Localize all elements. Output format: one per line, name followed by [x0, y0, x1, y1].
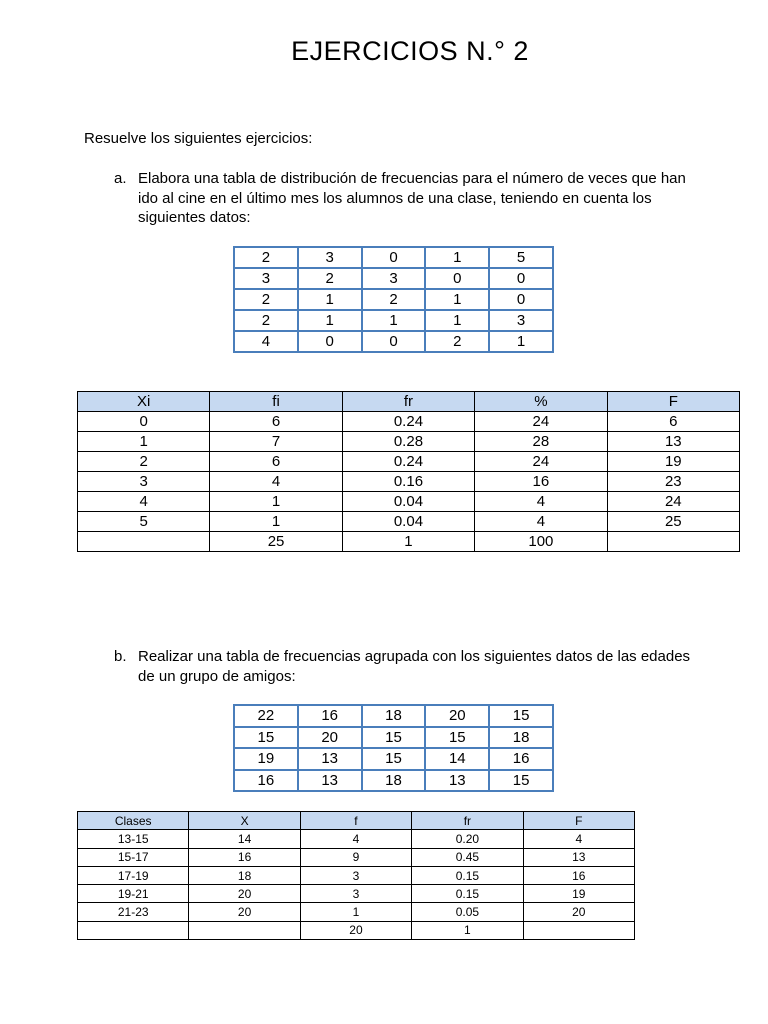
table-row [78, 903, 635, 921]
table-row [78, 532, 740, 552]
table-cell: 15 [362, 727, 426, 749]
table-cell: 0 [489, 268, 553, 289]
table-cell: 2 [234, 247, 298, 268]
table-cell: 28 [475, 432, 607, 452]
table-cell: 4 [523, 830, 634, 848]
table-cell: 24 [475, 452, 607, 472]
exercise-b-marker: b. [114, 648, 127, 665]
table-cell: 4 [475, 512, 607, 532]
table-cell: 18 [489, 727, 553, 749]
table-cell: 1 [342, 532, 474, 552]
table-cell: 16 [189, 848, 300, 866]
column-header: fi [210, 392, 342, 412]
table-cell: 0.15 [412, 885, 523, 903]
table-cell: 9 [300, 848, 411, 866]
raw-data-table-a [233, 246, 554, 353]
table-row [234, 268, 553, 289]
table-row [234, 289, 553, 310]
table-cell: 20 [425, 705, 489, 727]
table-cell: 1 [298, 310, 362, 331]
table-cell: 15-17 [78, 848, 189, 866]
table-cell: 4 [300, 830, 411, 848]
table-cell: 100 [475, 532, 607, 552]
table-row [78, 921, 635, 939]
table-cell: 1 [412, 921, 523, 939]
table-cell: 0 [298, 331, 362, 352]
table-row [234, 310, 553, 331]
table-cell: 15 [234, 727, 298, 749]
table-cell: 4 [234, 331, 298, 352]
table-row [234, 770, 553, 792]
table-cell: 21-23 [78, 903, 189, 921]
table-cell: 3 [362, 268, 426, 289]
table-cell: 2 [78, 452, 210, 472]
table-cell: 15 [489, 770, 553, 792]
table-row [234, 247, 553, 268]
header-row [78, 812, 635, 830]
exercise-a-text: Elabora una tabla de distribución de frecuencias para el número de veces que han ido al cine en el último mes los alumnos de una clase, teniendo en cuenta los siguientes datos: [138, 170, 686, 226]
table-cell: 4 [475, 492, 607, 512]
table-cell: 13 [607, 432, 739, 452]
table-cell: 13 [425, 770, 489, 792]
column-header: fr [342, 392, 474, 412]
table-cell: 0.15 [412, 866, 523, 884]
table-row [78, 432, 740, 452]
table-row [78, 412, 740, 432]
table-row [78, 848, 635, 866]
table-cell: 0.16 [342, 472, 474, 492]
table-cell: 15 [425, 727, 489, 749]
table-cell: 1 [425, 247, 489, 268]
table-cell: 2 [234, 310, 298, 331]
table-cell: 2 [234, 289, 298, 310]
header-row [78, 392, 740, 412]
table-cell [78, 532, 210, 552]
table-cell: 24 [607, 492, 739, 512]
table-cell: 16 [475, 472, 607, 492]
table-cell: 3 [298, 247, 362, 268]
table-cell: 0 [489, 289, 553, 310]
table-cell: 19 [607, 452, 739, 472]
table-cell: 0.28 [342, 432, 474, 452]
table-cell: 2 [425, 331, 489, 352]
table-cell: 20 [298, 727, 362, 749]
table-cell: 0 [78, 412, 210, 432]
table-cell: 1 [210, 492, 342, 512]
table-cell: 20 [189, 903, 300, 921]
table-cell: 17-19 [78, 866, 189, 884]
table-cell: 0.45 [412, 848, 523, 866]
intro-text: Resuelve los siguientes ejercicios: [84, 130, 313, 147]
table-cell: 0 [362, 331, 426, 352]
table-cell: 15 [489, 705, 553, 727]
table-cell: 20 [189, 885, 300, 903]
table-row [78, 472, 740, 492]
table-cell: 14 [189, 830, 300, 848]
table-cell [523, 921, 634, 939]
table-cell [189, 921, 300, 939]
table-cell: 19 [234, 748, 298, 770]
table-cell [78, 921, 189, 939]
table-cell: 15 [362, 748, 426, 770]
table-cell: 4 [78, 492, 210, 512]
table-cell: 3 [300, 885, 411, 903]
column-header: X [189, 812, 300, 830]
table-cell: 0.05 [412, 903, 523, 921]
column-header: fr [412, 812, 523, 830]
exercise-b [114, 647, 694, 686]
table-row [78, 492, 740, 512]
table-cell: 1 [300, 903, 411, 921]
raw-data-table-b [233, 704, 554, 792]
exercise-a-marker: a. [114, 170, 127, 187]
table-cell: 16 [234, 770, 298, 792]
table-row [78, 866, 635, 884]
table-cell: 25 [210, 532, 342, 552]
table-cell: 0 [425, 268, 489, 289]
table-row [78, 830, 635, 848]
table-cell: 3 [234, 268, 298, 289]
table-cell: 16 [489, 748, 553, 770]
table-cell: 5 [489, 247, 553, 268]
table-cell: 18 [189, 866, 300, 884]
table-cell: 13-15 [78, 830, 189, 848]
table-cell: 2 [362, 289, 426, 310]
table-cell: 4 [210, 472, 342, 492]
table-cell: 1 [210, 512, 342, 532]
table-cell: 18 [362, 705, 426, 727]
page-title: EJERCICIOS N.° 2 [291, 36, 529, 66]
table-cell: 0.04 [342, 492, 474, 512]
table-cell: 20 [300, 921, 411, 939]
table-cell: 22 [234, 705, 298, 727]
table-cell: 3 [489, 310, 553, 331]
table-row [234, 748, 553, 770]
table-row [234, 331, 553, 352]
column-header: f [300, 812, 411, 830]
column-header: % [475, 392, 607, 412]
table-cell: 1 [425, 310, 489, 331]
table-cell: 0.24 [342, 412, 474, 432]
table-cell: 23 [607, 472, 739, 492]
table-row [234, 705, 553, 727]
frequency-table-b [77, 811, 635, 940]
table-cell: 1 [78, 432, 210, 452]
table-cell: 19 [523, 885, 634, 903]
table-cell: 6 [210, 412, 342, 432]
table-cell: 3 [300, 866, 411, 884]
table-cell: 0.04 [342, 512, 474, 532]
column-header: Xi [78, 392, 210, 412]
table-cell: 14 [425, 748, 489, 770]
table-cell: 6 [607, 412, 739, 432]
table-cell: 6 [210, 452, 342, 472]
table-row [234, 727, 553, 749]
table-cell: 16 [298, 705, 362, 727]
table-cell: 1 [425, 289, 489, 310]
table-cell: 7 [210, 432, 342, 452]
frequency-table-a [77, 391, 740, 552]
column-header: Clases [78, 812, 189, 830]
table-cell: 1 [362, 310, 426, 331]
column-header: F [607, 392, 739, 412]
table-cell: 13 [523, 848, 634, 866]
table-cell [607, 532, 739, 552]
table-row [78, 512, 740, 532]
table-cell: 0 [362, 247, 426, 268]
table-row [78, 452, 740, 472]
table-cell: 1 [489, 331, 553, 352]
table-cell: 16 [523, 866, 634, 884]
column-header: F [523, 812, 634, 830]
table-cell: 1 [298, 289, 362, 310]
table-cell: 3 [78, 472, 210, 492]
exercise-a [114, 169, 694, 228]
table-cell: 19-21 [78, 885, 189, 903]
table-cell: 13 [298, 770, 362, 792]
table-cell: 18 [362, 770, 426, 792]
table-cell: 0.20 [412, 830, 523, 848]
table-cell: 5 [78, 512, 210, 532]
exercise-b-text: Realizar una tabla de frecuencias agrupada con los siguientes datos de las edades de un grupo de amigos: [138, 648, 691, 685]
table-cell: 0.24 [342, 452, 474, 472]
table-row [78, 885, 635, 903]
table-cell: 25 [607, 512, 739, 532]
table-cell: 20 [523, 903, 634, 921]
table-cell: 24 [475, 412, 607, 432]
table-cell: 13 [298, 748, 362, 770]
table-cell: 2 [298, 268, 362, 289]
